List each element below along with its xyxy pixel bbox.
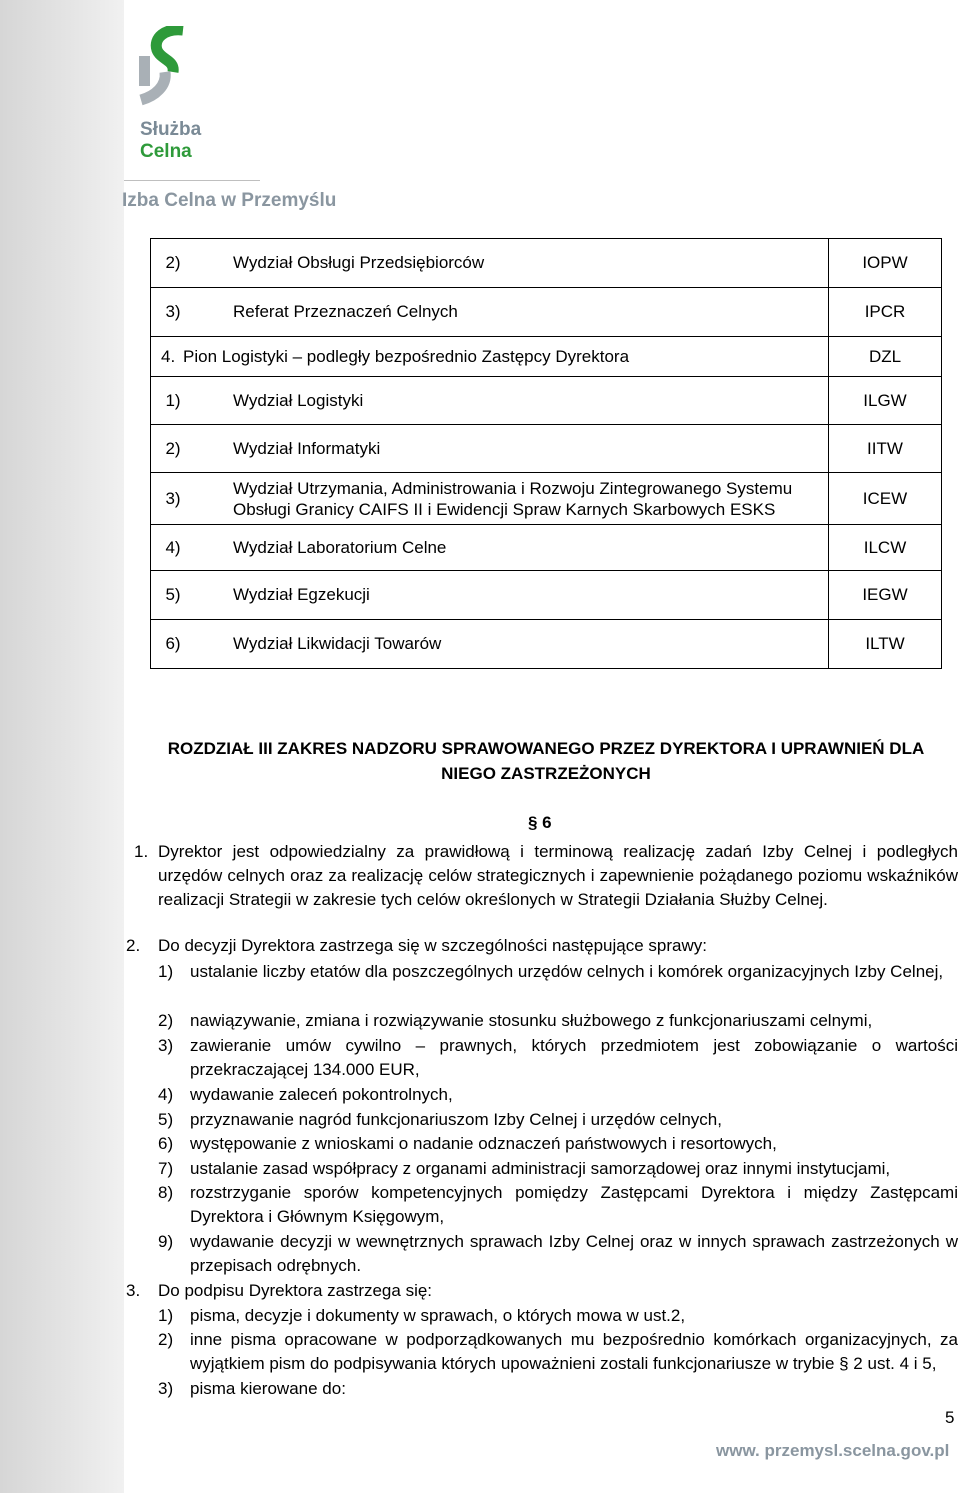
paragraph-text: Do decyzji Dyrektora zastrzega się w szczególności następujące sprawy: (158, 936, 707, 955)
list-number: 4) (158, 1085, 174, 1104)
list-number: 3) (158, 1379, 174, 1398)
unit-name: Pion Logistyki – podległy bezpośrednio Zastępcy Dyrektora (183, 346, 630, 366)
row-number: 6) (151, 620, 196, 669)
list-number: 6) (158, 1134, 174, 1153)
list-item: pisma kierowane do: (190, 1379, 346, 1398)
row-number: 2) (151, 239, 196, 288)
org-name: Izba Celna w Przemyślu (122, 190, 337, 211)
list-number: 1) (158, 1306, 174, 1325)
unit-name: Wydział Likwidacji Towarów (195, 620, 829, 669)
unit-code: ILGW (829, 377, 942, 425)
list-item: rozstrzyganie sporów kompetencyjnych pomiędzy Zastępcami Dyrektora i między Zastępcami Dyrektora i Głównym Księgowym, (190, 1183, 958, 1226)
unit-name: Wydział Informatyki (195, 425, 829, 473)
paragraph-number: 3. (126, 1281, 141, 1300)
unit-name-line: Obsługi Granicy CAIFS II i Ewidencji Spraw Karnych Skarbowych ESKS (233, 499, 776, 519)
unit-name-line: Wydział Utrzymania, Administrowania i Rozwoju Zintegrowanego Systemu (233, 478, 793, 498)
list-item: ustalanie liczby etatów dla poszczególnych urzędów celnych i komórek organizacyjnych Izby Celnej, (190, 962, 944, 981)
header-divider (124, 180, 260, 181)
table-row (151, 620, 942, 669)
unit-code: IPCR (829, 288, 942, 337)
chapter-line: ROZDZIAŁ III ZAKRES NADZORU SPRAWOWANEGO PRZEZ DYREKTORA I UPRAWNIEŃ DLA (167, 739, 925, 758)
decorative-sidebar (0, 0, 124, 1493)
pion-cell (151, 337, 829, 377)
paragraph-number: 2. (126, 936, 141, 955)
paragraph-text: Do podpisu Dyrektora zastrzega się: (158, 1281, 433, 1300)
unit-code: ILCW (829, 525, 942, 571)
table-row (151, 288, 942, 337)
row-number: 5) (151, 571, 196, 620)
section-sign: § 6 (528, 813, 552, 832)
logo-wordmark (140, 119, 201, 163)
list-number: 3) (158, 1036, 174, 1055)
list-item: ustalanie zasad współpracy z organami administracji samorządowej oraz innymi instytucjami, (190, 1159, 891, 1178)
unit-code: IEGW (829, 571, 942, 620)
table-row (151, 377, 942, 425)
unit-name: Wydział Egzekucji (195, 571, 829, 620)
unit-code: ILTW (829, 620, 942, 669)
paragraph-text: Dyrektor jest odpowiedzialny za prawidłową i terminową realizację zadań Izby Celnej i podległych urzędów celnych oraz za realizację celów strategicznych i zapewnienie pożądanego poziomu wskaźników realizacji Strategii w zakresie tych celów określonych w Strategii Działania Służby Celnej. (158, 842, 958, 909)
list-item: wydawanie decyzji w wewnętrznych sprawach Izby Celnej oraz w innych sprawach zastrzeżonych w przepisach odrębnych. (190, 1232, 958, 1275)
row-number: 3) (151, 473, 196, 525)
list-number: 2) (158, 1330, 174, 1349)
sluzba-celna-logo-icon (135, 26, 195, 108)
table-row (151, 239, 942, 288)
unit-code: ICEW (829, 473, 942, 525)
list-item: inne pisma opracowane w podporządkowanych mu bezpośrednio komórkach organizacyjnych, za wyjątkiem pism do podpisywania których upoważnieni zostali funkcjonariusze w trybie § 2 ust. 4 i 5, (190, 1330, 958, 1373)
table-row (151, 425, 942, 473)
row-number: 1) (151, 377, 196, 425)
row-number: 2) (151, 425, 196, 473)
chapter-line: NIEGO ZASTRZEŻONYCH (441, 764, 651, 783)
unit-name (195, 473, 829, 525)
row-number: 4) (151, 525, 196, 571)
unit-code: IOPW (829, 239, 942, 288)
unit-code: DZL (829, 337, 942, 377)
row-number: 4. (161, 346, 176, 366)
chapter-heading (150, 736, 942, 786)
paragraph-number: 1. (134, 842, 149, 861)
list-number: 1) (158, 962, 174, 981)
list-item: zawieranie umów cywilno – prawnych, których przedmiotem jest zobowiązanie o wartości przekraczającej 134.000 EUR, (190, 1036, 958, 1079)
page-number: 5 (945, 1408, 955, 1427)
table-row (151, 473, 942, 525)
logo-line2: Celna (140, 141, 192, 162)
unit-name: Wydział Logistyki (195, 377, 829, 425)
row-number: 3) (151, 288, 196, 337)
list-number: 2) (158, 1011, 174, 1030)
table-row (151, 337, 942, 377)
list-number: 7) (158, 1159, 174, 1178)
list-number: 9) (158, 1232, 174, 1251)
list-item: nawiązywanie, zmiana i rozwiązywanie stosunku służbowego z funkcjonariuszami celnymi, (190, 1011, 873, 1030)
unit-name: Referat Przeznaczeń Celnych (195, 288, 829, 337)
list-item: występowanie z wnioskami o nadanie odznaczeń państwowych i resortowych, (190, 1134, 777, 1153)
logo-line1: Służba (140, 119, 202, 140)
unit-name: Wydział Laboratorium Celne (195, 525, 829, 571)
list-item: pisma, decyzje i dokumenty w sprawach, o których mowa w ust.2, (190, 1306, 686, 1325)
table-row (151, 571, 942, 620)
list-number: 5) (158, 1110, 174, 1129)
list-item: wydawanie zaleceń pokontrolnych, (190, 1085, 453, 1104)
list-item: przyznawanie nagród funkcjonariuszom Izby Celnej i urzędów celnych, (190, 1110, 722, 1129)
unit-code: IITW (829, 425, 942, 473)
table-row (151, 525, 942, 571)
footer-website: www. przemysl.scelna.gov.pl (716, 1441, 950, 1460)
list-number: 8) (158, 1183, 174, 1202)
units-table (150, 238, 942, 669)
unit-name: Wydział Obsługi Przedsiębiorców (195, 239, 829, 288)
